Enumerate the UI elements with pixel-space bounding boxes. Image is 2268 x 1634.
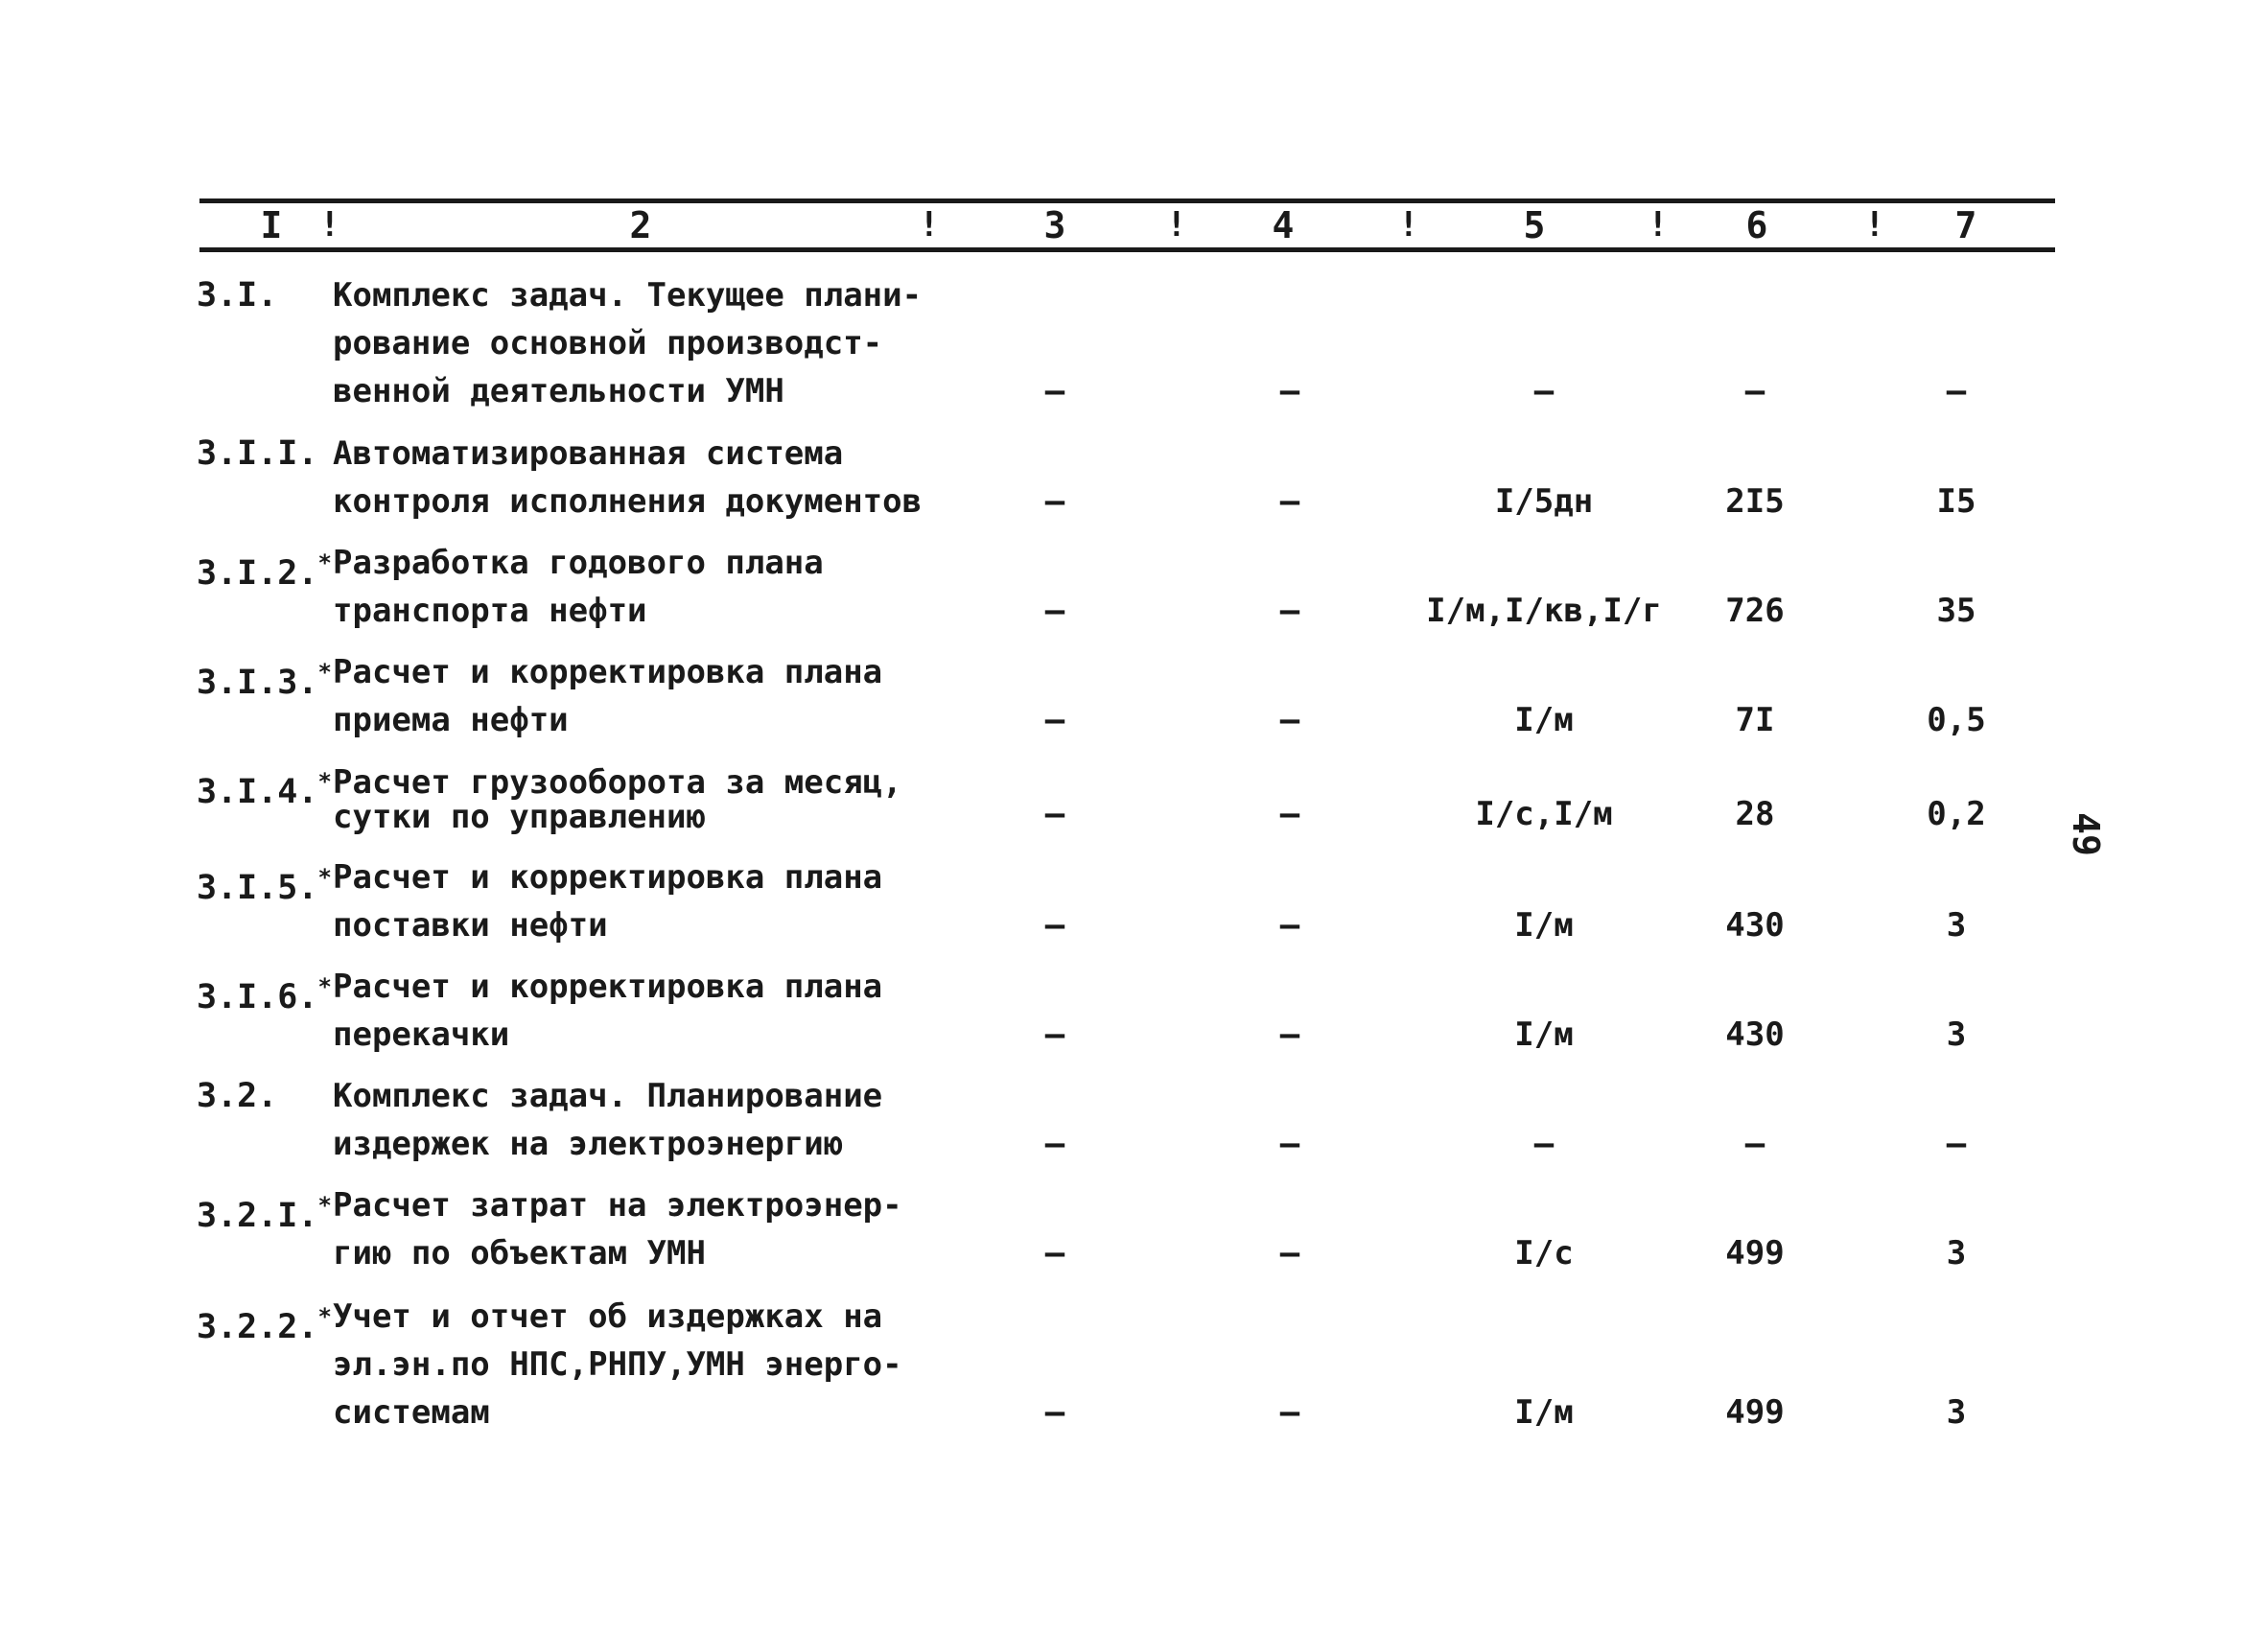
cell-col-5: I/с	[1514, 1234, 1574, 1272]
header-separator: !	[919, 205, 940, 245]
row-description: Комплекс задач. Текущее плани- рование основной производст- венной деятельности УМН	[333, 276, 923, 410]
cell-col-5: I/м	[1514, 701, 1574, 739]
cell-col-7: 0,5	[1927, 701, 1986, 739]
cell-col-6: –	[1744, 1125, 1765, 1163]
cell-col-5: I/с,I/м	[1475, 795, 1613, 833]
row-number: 3.I.6.*	[197, 973, 332, 1016]
cell-col-7: 3	[1946, 1234, 1967, 1272]
cell-col-4: –	[1279, 1234, 1300, 1272]
row-description: Расчет грузооборота за месяц, сутки по управлению	[333, 763, 902, 836]
header-separator: !	[1398, 205, 1419, 245]
header-separator: !	[319, 205, 340, 245]
cell-col-5: –	[1533, 1125, 1555, 1163]
cell-col-3: –	[1044, 1015, 1065, 1054]
cell-col-7: 3	[1946, 1015, 1967, 1054]
cell-col-4: –	[1279, 795, 1300, 833]
row-number: 3.I.3.*	[197, 659, 332, 702]
row-description: Расчет и корректировка плана поставки нефти	[333, 858, 883, 945]
cell-col-7: –	[1946, 372, 1967, 410]
cell-col-4: –	[1279, 906, 1300, 945]
cell-col-5: I/м	[1514, 906, 1574, 945]
cell-col-7: 35	[1936, 592, 1976, 630]
cell-col-5: I/5дн	[1494, 482, 1594, 521]
cell-col-6: 499	[1725, 1234, 1785, 1272]
cell-col-7: –	[1946, 1125, 1967, 1163]
cell-col-3: –	[1044, 1234, 1065, 1272]
cell-col-4: –	[1279, 1393, 1300, 1432]
header-separator: !	[1864, 205, 1885, 245]
cell-col-4: –	[1279, 482, 1300, 521]
row-number: 3.2.2.*	[197, 1303, 332, 1346]
cell-col-6: 7I	[1735, 701, 1775, 739]
cell-col-3: –	[1044, 701, 1065, 739]
cell-col-7: 3	[1946, 1393, 1967, 1432]
table-header-rule	[199, 247, 2055, 252]
cell-col-3: –	[1044, 372, 1065, 410]
cell-col-3: –	[1044, 1125, 1065, 1163]
cell-col-6: 499	[1725, 1393, 1785, 1432]
cell-col-7: I5	[1936, 482, 1976, 521]
row-number: 3.2.I.*	[197, 1192, 332, 1235]
cell-col-4: –	[1279, 1015, 1300, 1054]
row-number: 3.I.4.*	[197, 768, 332, 811]
row-number: 3.I.2.*	[197, 549, 332, 593]
cell-col-5: I/м,I/кв,I/г	[1426, 592, 1662, 630]
header-separator: !	[1648, 205, 1669, 245]
cell-col-4: –	[1279, 1125, 1300, 1163]
header-col-7: 7	[1954, 204, 1977, 246]
row-description: Автоматизированная система контроля исполнения документов	[333, 434, 923, 521]
row-description: Учет и отчет об издержках на эл.эн.по НПС,РНПУ,УМН энерго- системам	[333, 1297, 902, 1432]
cell-col-6: 28	[1735, 795, 1775, 833]
cell-col-3: –	[1044, 592, 1065, 630]
row-description: Комплекс задач. Планирование издержек на электроэнергию	[333, 1077, 883, 1163]
cell-col-6: 2I5	[1725, 482, 1785, 521]
header-col-1: I	[260, 204, 283, 246]
header-col-6: 6	[1745, 204, 1768, 246]
table-header	[199, 203, 2055, 247]
cell-col-7: 0,2	[1927, 795, 1986, 833]
cell-col-3: –	[1044, 795, 1065, 833]
cell-col-7: 3	[1946, 906, 1967, 945]
page-number: 49	[2065, 812, 2107, 856]
row-description: Разработка годового плана транспорта нефти	[333, 544, 824, 630]
cell-col-5: I/м	[1514, 1393, 1574, 1432]
row-number: 3.I.I.	[197, 434, 318, 473]
header-col-2: 2	[629, 204, 652, 246]
header-col-5: 5	[1523, 204, 1546, 246]
cell-col-3: –	[1044, 482, 1065, 521]
row-number: 3.I.5.*	[197, 864, 332, 907]
row-description: Расчет и корректировка плана приема нефти	[333, 653, 883, 739]
cell-col-6: –	[1744, 372, 1765, 410]
cell-col-3: –	[1044, 1393, 1065, 1432]
cell-col-3: –	[1044, 906, 1065, 945]
cell-col-6: 430	[1725, 1015, 1785, 1054]
header-col-3: 3	[1043, 204, 1066, 246]
cell-col-4: –	[1279, 701, 1300, 739]
cell-col-5: –	[1533, 372, 1555, 410]
row-number: 3.I.	[197, 276, 278, 315]
cell-col-6: 726	[1725, 592, 1785, 630]
cell-col-4: –	[1279, 592, 1300, 630]
header-col-4: 4	[1272, 204, 1295, 246]
header-separator: !	[1166, 205, 1187, 245]
row-description: Расчет и корректировка плана перекачки	[333, 968, 883, 1054]
cell-col-4: –	[1279, 372, 1300, 410]
cell-col-6: 430	[1725, 906, 1785, 945]
row-description: Расчет затрат на электроэнер- гию по объектам УМН	[333, 1186, 902, 1272]
cell-col-5: I/м	[1514, 1015, 1574, 1054]
row-number: 3.2.	[197, 1077, 278, 1115]
